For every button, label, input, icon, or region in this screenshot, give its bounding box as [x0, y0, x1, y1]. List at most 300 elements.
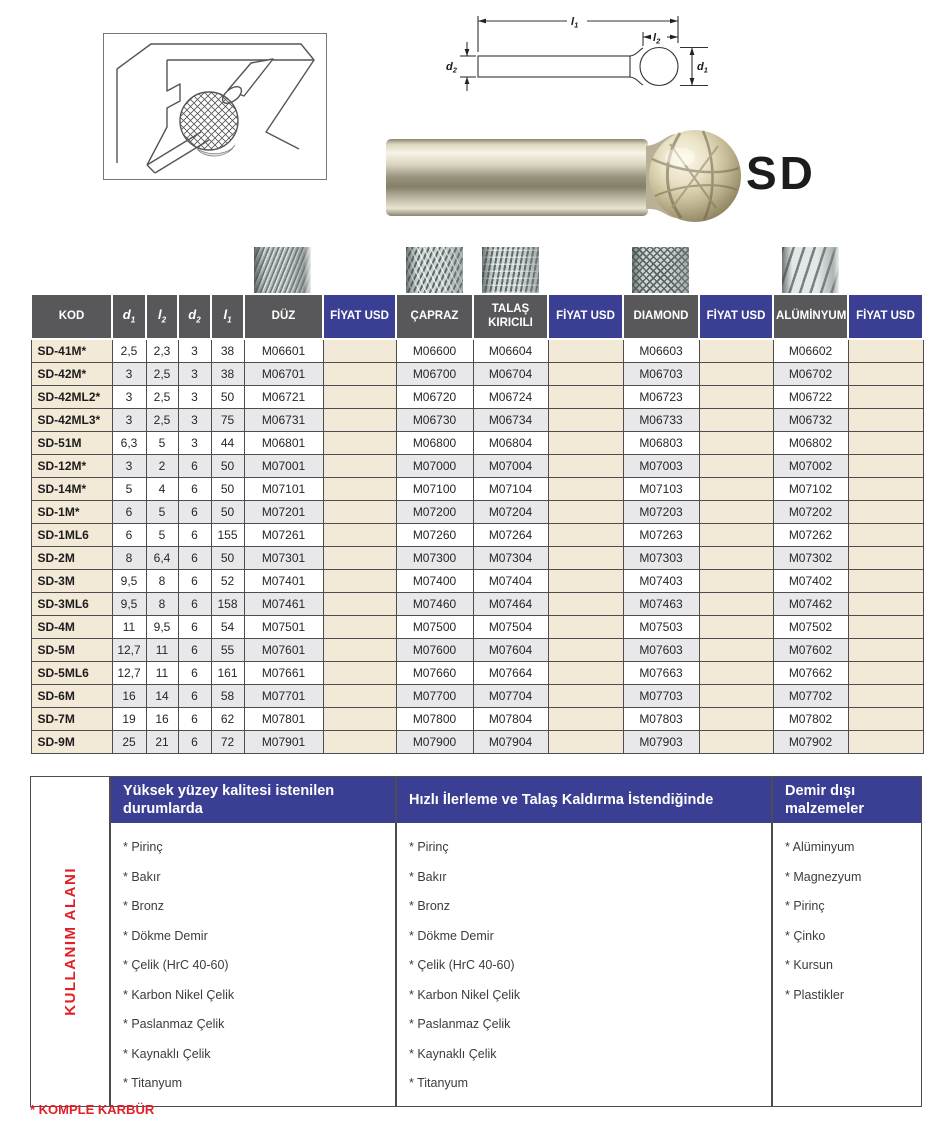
cell-price-usd	[848, 409, 923, 432]
cell-value: M06800	[396, 432, 473, 455]
usage-column-title: Demir dışı malzemeler	[773, 777, 921, 823]
cell-price-usd	[323, 570, 396, 593]
cell-value: 52	[211, 570, 244, 593]
cell-value: M07301	[244, 547, 323, 570]
cell-value: 50	[211, 478, 244, 501]
table-row	[31, 478, 923, 501]
cell-value: M06703	[623, 363, 699, 386]
cell-value: 6	[178, 593, 211, 616]
cell-value: M06731	[244, 409, 323, 432]
cell-value: M07704	[473, 685, 548, 708]
cell-value: 3	[112, 409, 146, 432]
cell-kod: SD-51M	[31, 432, 112, 455]
usage-item: * Paslanmaz Çelik	[409, 1017, 511, 1031]
cell-value: M07100	[396, 478, 473, 501]
cell-value: 6	[178, 685, 211, 708]
cell-value: 3	[178, 432, 211, 455]
cell-value: 16	[146, 708, 178, 731]
cell-price-usd	[548, 639, 623, 662]
cell-value: M07260	[396, 524, 473, 547]
cell-price-usd	[848, 593, 923, 616]
table-row	[31, 731, 923, 754]
cell-price-usd	[848, 616, 923, 639]
cell-value: M06732	[773, 409, 848, 432]
cell-value: M07701	[244, 685, 323, 708]
cell-value: 11	[146, 639, 178, 662]
column-header: DÜZ	[244, 294, 323, 339]
cell-kod: SD-42ML2*	[31, 386, 112, 409]
cell-value: M07460	[396, 593, 473, 616]
cell-price-usd	[848, 501, 923, 524]
usage-item: * Dökme Demir	[123, 928, 208, 943]
cell-value: 54	[211, 616, 244, 639]
table-row	[31, 455, 923, 478]
cell-price-usd	[848, 478, 923, 501]
cell-value: 8	[112, 547, 146, 570]
cell-price-usd	[848, 685, 923, 708]
capraz-burr-texture-image	[406, 247, 463, 293]
cell-value: 5	[112, 478, 146, 501]
usage-column-title: Yüksek yüzey kalitesi istenilen durumlarda	[111, 777, 395, 823]
cell-value: M07003	[623, 455, 699, 478]
cell-value: M06801	[244, 432, 323, 455]
cell-price-usd	[323, 547, 396, 570]
cell-value: 6	[178, 616, 211, 639]
usage-item: * Bronz	[123, 899, 164, 913]
cell-value: 14	[146, 685, 178, 708]
cell-value: M07403	[623, 570, 699, 593]
usage-item-list	[397, 823, 771, 1090]
cell-value: 9,5	[146, 616, 178, 639]
cell-price-usd	[699, 363, 773, 386]
usage-item: * Karbon Nikel Çelik	[123, 987, 235, 1002]
cell-value: 75	[211, 409, 244, 432]
usage-side-label: KULLANIM ALANI	[61, 866, 79, 1016]
cell-value: M07463	[623, 593, 699, 616]
cell-price-usd	[699, 339, 773, 363]
cell-value: M07902	[773, 731, 848, 754]
column-header: KOD	[31, 294, 112, 339]
cell-value: 6	[178, 501, 211, 524]
cell-value: 50	[211, 386, 244, 409]
table-row	[31, 708, 923, 731]
cell-value: 6	[178, 731, 211, 754]
cell-value: M07302	[773, 547, 848, 570]
cell-price-usd	[848, 455, 923, 478]
cell-kod: SD-12M*	[31, 455, 112, 478]
cell-price-usd	[848, 662, 923, 685]
cell-price-usd	[848, 363, 923, 386]
dim-label-d2: $d_2$	[446, 61, 457, 75]
cell-price-usd	[323, 386, 396, 409]
usage-item: * Çelik (HrC 40-60)	[123, 958, 229, 972]
dim-label-l1: $l_1$	[571, 16, 579, 30]
cell-value: M06721	[244, 386, 323, 409]
usage-side-column	[30, 776, 110, 1107]
cell-price-usd	[548, 593, 623, 616]
cell-kod: SD-14M*	[31, 478, 112, 501]
table-row	[31, 339, 923, 363]
cell-value: 6	[178, 524, 211, 547]
cell-value: 12,7	[112, 662, 146, 685]
cell-kod: SD-1M*	[31, 501, 112, 524]
cell-value: 58	[211, 685, 244, 708]
column-header: FİYAT USD	[548, 294, 623, 339]
cell-value: M07200	[396, 501, 473, 524]
cell-value: 2,5	[146, 409, 178, 432]
cell-value: 2	[146, 455, 178, 478]
cell-value: 11	[112, 616, 146, 639]
table-body	[31, 339, 923, 754]
usage-item: * Pirinç	[409, 840, 449, 854]
cell-value: 50	[211, 501, 244, 524]
cell-value: 6	[178, 570, 211, 593]
column-header: FİYAT USD	[699, 294, 773, 339]
usage-item: * Kaynaklı Çelik	[123, 1046, 211, 1061]
cell-price-usd	[548, 616, 623, 639]
usage-item: * Bronz	[409, 899, 450, 913]
cell-value: M07664	[473, 662, 548, 685]
cell-value: M06804	[473, 432, 548, 455]
cell-value: M07503	[623, 616, 699, 639]
cell-value: M07804	[473, 708, 548, 731]
cell-price-usd	[548, 731, 623, 754]
column-header: DIAMOND	[623, 294, 699, 339]
cell-value: M06730	[396, 409, 473, 432]
cell-value: M07264	[473, 524, 548, 547]
cell-value: M06723	[623, 386, 699, 409]
cell-value: M07660	[396, 662, 473, 685]
cell-value: 6,4	[146, 547, 178, 570]
cell-price-usd	[323, 708, 396, 731]
cell-price-usd	[848, 386, 923, 409]
cell-value: M07101	[244, 478, 323, 501]
cell-value: M07402	[773, 570, 848, 593]
column-header: FİYAT USD	[848, 294, 923, 339]
table-row	[31, 662, 923, 685]
usage-item: * Plastikler	[785, 987, 845, 1002]
cell-price-usd	[548, 339, 623, 363]
cell-price-usd	[848, 731, 923, 754]
cell-price-usd	[548, 662, 623, 685]
cell-value: M07501	[244, 616, 323, 639]
cell-value: 16	[112, 685, 146, 708]
cell-value: M07102	[773, 478, 848, 501]
dim-label-l2: $l_2$	[653, 32, 661, 46]
cell-value: M07904	[473, 731, 548, 754]
cell-value: 8	[146, 570, 178, 593]
cell-value: M06722	[773, 386, 848, 409]
cell-value: M07004	[473, 455, 548, 478]
usage-item-list	[773, 823, 921, 1002]
cell-value: 158	[211, 593, 244, 616]
cell-value: 6	[178, 662, 211, 685]
footnote: * KOMPLE KARBÜR	[30, 1102, 155, 1117]
cell-value: M07602	[773, 639, 848, 662]
cell-value: 155	[211, 524, 244, 547]
cell-price-usd	[548, 708, 623, 731]
table-row	[31, 593, 923, 616]
cell-price-usd	[323, 478, 396, 501]
cell-price-usd	[323, 432, 396, 455]
usage-item: * Titanyum	[409, 1076, 469, 1090]
cell-price-usd	[699, 501, 773, 524]
cell-price-usd	[548, 478, 623, 501]
cell-value: 3	[178, 339, 211, 363]
usage-item: * Titanyum	[123, 1076, 183, 1090]
cell-price-usd	[848, 524, 923, 547]
cell-value: M06603	[623, 339, 699, 363]
cell-value: 21	[146, 731, 178, 754]
cell-value: 50	[211, 547, 244, 570]
cell-price-usd	[699, 409, 773, 432]
cell-value: M06802	[773, 432, 848, 455]
column-header: $l_2$	[146, 294, 178, 339]
cell-value: M07464	[473, 593, 548, 616]
column-header: FİYAT USD	[323, 294, 396, 339]
cell-kod: SD-4M	[31, 616, 112, 639]
cell-value: 11	[146, 662, 178, 685]
cell-value: 9,5	[112, 593, 146, 616]
cell-price-usd	[548, 455, 623, 478]
column-header: $l_1$	[211, 294, 244, 339]
usage-section	[30, 776, 922, 1095]
cell-value: M07002	[773, 455, 848, 478]
cell-value: M07662	[773, 662, 848, 685]
cell-price-usd	[699, 547, 773, 570]
table-row	[31, 639, 923, 662]
cell-value: 8	[146, 593, 178, 616]
cell-value: 6	[112, 524, 146, 547]
cell-value: 4	[146, 478, 178, 501]
cell-price-usd	[848, 639, 923, 662]
usage-column-title: Hızlı İlerleme ve Talaş Kaldırma İstendiğinde	[397, 777, 771, 823]
cell-value: M07262	[773, 524, 848, 547]
cell-value: 6	[178, 478, 211, 501]
table-row	[31, 501, 923, 524]
cell-price-usd	[548, 547, 623, 570]
cell-value: M07201	[244, 501, 323, 524]
diamond-burr-texture-image	[632, 247, 689, 293]
cell-price-usd	[323, 731, 396, 754]
usage-item: * Magnezyum	[785, 869, 862, 884]
cell-price-usd	[848, 570, 923, 593]
table-row	[31, 386, 923, 409]
cell-value: M06601	[244, 339, 323, 363]
cell-value: 3	[178, 409, 211, 432]
cell-value: M06700	[396, 363, 473, 386]
cell-price-usd	[323, 409, 396, 432]
cell-value: M06704	[473, 363, 548, 386]
cell-value: M07502	[773, 616, 848, 639]
cell-value: 2,5	[146, 363, 178, 386]
table-header-row	[31, 294, 923, 339]
cell-price-usd	[323, 501, 396, 524]
cell-price-usd	[323, 339, 396, 363]
cell-value: 50	[211, 455, 244, 478]
cell-value: 3	[178, 363, 211, 386]
cell-value: M07001	[244, 455, 323, 478]
cell-value: 5	[146, 524, 178, 547]
cell-kod: SD-41M*	[31, 339, 112, 363]
usage-item: * Bakır	[409, 869, 447, 884]
usage-item: * Pirinç	[123, 840, 163, 854]
cell-value: 3	[112, 455, 146, 478]
usage-item: * Dökme Demir	[409, 928, 494, 943]
cell-value: M07404	[473, 570, 548, 593]
usage-column	[396, 776, 772, 1107]
cell-value: M07603	[623, 639, 699, 662]
table-row	[31, 570, 923, 593]
cell-value: 6	[178, 708, 211, 731]
usage-item: * Alüminyum	[785, 840, 855, 854]
cell-value: 6	[112, 501, 146, 524]
usage-item: * Çinko	[785, 928, 826, 943]
usage-item: * Çelik (HrC 40-60)	[409, 958, 515, 972]
cell-kod: SD-3M	[31, 570, 112, 593]
cell-value: M07604	[473, 639, 548, 662]
dim-label-d1: $d_1$	[697, 61, 708, 75]
cell-price-usd	[699, 478, 773, 501]
cell-price-usd	[699, 662, 773, 685]
cell-price-usd	[548, 501, 623, 524]
cell-value: 9,5	[112, 570, 146, 593]
cell-value: 6,3	[112, 432, 146, 455]
cell-kod: SD-1ML6	[31, 524, 112, 547]
cell-value: M07703	[623, 685, 699, 708]
cell-value: 2,5	[146, 386, 178, 409]
usage-item: * Karbon Nikel Çelik	[409, 987, 521, 1002]
cell-value: 3	[178, 386, 211, 409]
cell-price-usd	[699, 386, 773, 409]
cell-price-usd	[699, 639, 773, 662]
cell-price-usd	[323, 524, 396, 547]
cell-value: 2,5	[112, 339, 146, 363]
cell-kod: SD-6M	[31, 685, 112, 708]
usage-item-list	[111, 823, 395, 1090]
product-photo-image	[380, 124, 745, 224]
cell-value: M07661	[244, 662, 323, 685]
cell-value: 5	[146, 501, 178, 524]
cell-price-usd	[323, 639, 396, 662]
cell-price-usd	[323, 455, 396, 478]
dimension-diagram	[440, 5, 920, 110]
cell-price-usd	[323, 662, 396, 685]
cell-value: M06701	[244, 363, 323, 386]
table-row	[31, 547, 923, 570]
cell-price-usd	[699, 708, 773, 731]
cell-price-usd	[699, 593, 773, 616]
cell-value: 44	[211, 432, 244, 455]
cell-value: M07000	[396, 455, 473, 478]
cell-value: M07901	[244, 731, 323, 754]
cell-value: M06733	[623, 409, 699, 432]
cell-value: 6	[178, 639, 211, 662]
cell-value: M07800	[396, 708, 473, 731]
cell-price-usd	[548, 363, 623, 386]
cell-value: M06604	[473, 339, 548, 363]
cell-value: M06702	[773, 363, 848, 386]
talas-kiricili-burr-texture-image	[482, 247, 539, 293]
cell-value: M07303	[623, 547, 699, 570]
cell-price-usd	[699, 570, 773, 593]
cell-value: 3	[112, 386, 146, 409]
cell-value: 38	[211, 363, 244, 386]
usage-item: * Kursun	[785, 958, 833, 972]
usage-item: * Pirinç	[785, 899, 825, 913]
cell-value: M07300	[396, 547, 473, 570]
cell-value: 12,7	[112, 639, 146, 662]
cell-price-usd	[548, 524, 623, 547]
cell-value: 19	[112, 708, 146, 731]
cell-price-usd	[323, 593, 396, 616]
cell-value: 72	[211, 731, 244, 754]
table-row	[31, 409, 923, 432]
usage-item: * Kaynaklı Çelik	[409, 1046, 497, 1061]
usage-column	[110, 776, 396, 1107]
cell-value: M07461	[244, 593, 323, 616]
cell-value: 161	[211, 662, 244, 685]
cell-value: 3	[112, 363, 146, 386]
cell-value: M06724	[473, 386, 548, 409]
cell-price-usd	[848, 547, 923, 570]
cell-price-usd	[699, 455, 773, 478]
table-row	[31, 432, 923, 455]
table-row	[31, 685, 923, 708]
cell-value: 38	[211, 339, 244, 363]
column-header: TALAŞ KIRICILI	[473, 294, 548, 339]
column-header: $d_1$	[112, 294, 146, 339]
cell-price-usd	[699, 524, 773, 547]
cell-value: M06600	[396, 339, 473, 363]
cell-value: M07462	[773, 593, 848, 616]
cell-price-usd	[848, 708, 923, 731]
cell-value: M07103	[623, 478, 699, 501]
column-header: ALÜMİNYUM	[773, 294, 848, 339]
cell-kod: SD-9M	[31, 731, 112, 754]
cell-value: 25	[112, 731, 146, 754]
table-row	[31, 363, 923, 386]
cell-price-usd	[699, 685, 773, 708]
cell-value: M07802	[773, 708, 848, 731]
usage-item: * Paslanmaz Çelik	[123, 1017, 225, 1031]
cell-price-usd	[548, 685, 623, 708]
cell-price-usd	[548, 409, 623, 432]
cell-kod: SD-7M	[31, 708, 112, 731]
application-drawing-image	[103, 33, 327, 180]
cell-price-usd	[548, 432, 623, 455]
cell-value: M06734	[473, 409, 548, 432]
cell-kod: SD-42ML3*	[31, 409, 112, 432]
cell-value: 6	[178, 455, 211, 478]
cell-value: M06803	[623, 432, 699, 455]
cell-value: M07261	[244, 524, 323, 547]
cell-value: 2,3	[146, 339, 178, 363]
cell-price-usd	[323, 616, 396, 639]
table-row	[31, 524, 923, 547]
cell-kod: SD-5M	[31, 639, 112, 662]
cell-value: M06602	[773, 339, 848, 363]
cell-value: M07504	[473, 616, 548, 639]
cell-price-usd	[848, 339, 923, 363]
cell-value: M07801	[244, 708, 323, 731]
cell-value: 62	[211, 708, 244, 731]
cell-value: M07500	[396, 616, 473, 639]
cell-price-usd	[323, 363, 396, 386]
cell-value: M07702	[773, 685, 848, 708]
column-header: ÇAPRAZ	[396, 294, 473, 339]
cell-value: M07202	[773, 501, 848, 524]
